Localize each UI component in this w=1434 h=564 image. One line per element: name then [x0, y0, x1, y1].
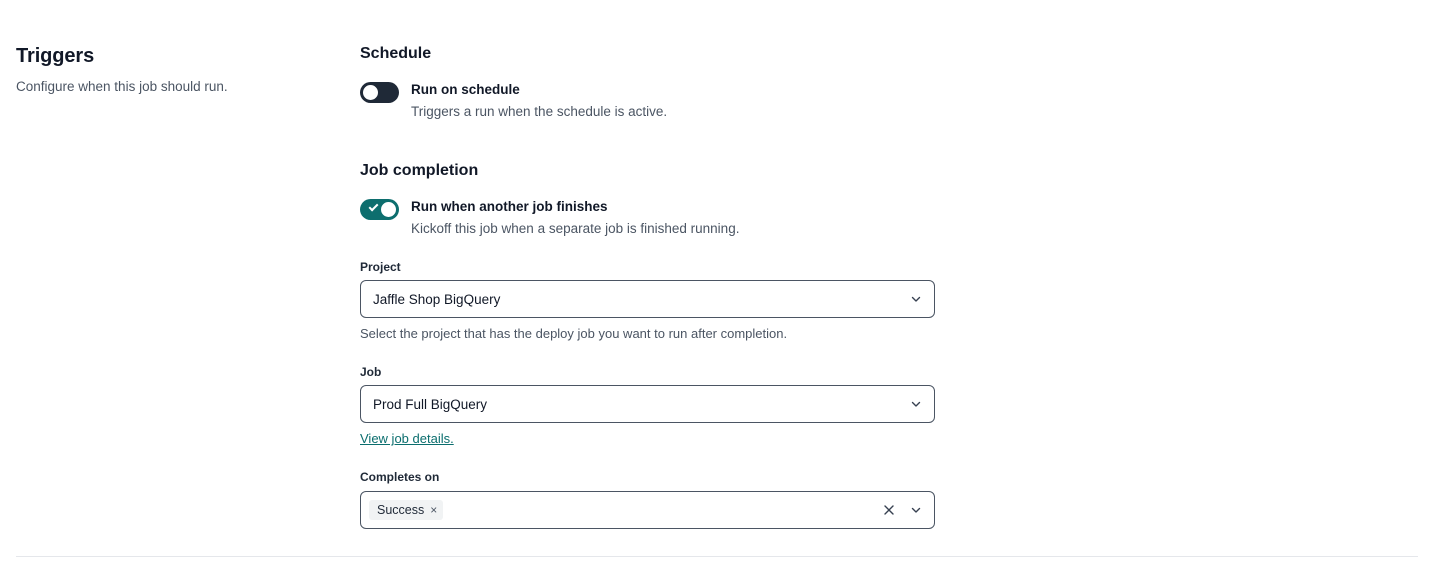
completes-on-tag-label: Success: [377, 502, 425, 517]
completes-on-tag[interactable]: [369, 500, 443, 520]
schedule-heading: Schedule: [360, 45, 432, 62]
run-when-another-job-finishes-help: Kickoff this job when a separate job is finished running.: [411, 221, 740, 237]
page-description: Configure when this job should run.: [16, 79, 228, 94]
triggers-section-header: [16, 44, 316, 97]
toggle-knob: [363, 85, 378, 100]
toggle-knob: [381, 202, 396, 217]
completes-on-multiselect[interactable]: [360, 491, 935, 529]
run-on-schedule-row: [360, 81, 1000, 121]
check-icon: [369, 201, 379, 211]
remove-tag-icon[interactable]: ×: [430, 502, 438, 517]
completes-on-label: Completes on: [360, 470, 440, 485]
job-field: [360, 365, 1000, 448]
project-selected-value: Jaffle Shop BigQuery: [373, 291, 501, 307]
run-on-schedule-label: Run on schedule: [411, 81, 520, 97]
project-select[interactable]: [360, 280, 935, 318]
run-on-schedule-help: Triggers a run when the schedule is active.: [411, 104, 668, 120]
project-field: [360, 260, 1000, 343]
view-job-details-link[interactable]: View job details.: [360, 431, 454, 447]
run-when-another-job-finishes-toggle[interactable]: [360, 199, 399, 220]
job-selected-value: Prod Full BigQuery: [373, 396, 488, 412]
project-help: Select the project that has the deploy job you want to run after completion.: [360, 326, 788, 342]
chevron-down-icon[interactable]: [910, 504, 922, 516]
job-label: Job: [360, 365, 382, 380]
run-when-another-job-finishes-row: [360, 198, 1000, 238]
job-completion-heading: Job completion: [360, 161, 479, 179]
run-on-schedule-toggle[interactable]: [360, 82, 399, 103]
page-title: Triggers: [16, 45, 95, 67]
chevron-down-icon: [910, 293, 922, 305]
section-divider: [16, 556, 1418, 557]
chevron-down-icon: [910, 398, 922, 410]
run-when-another-job-finishes-label: Run when another job finishes: [411, 198, 608, 214]
job-select[interactable]: [360, 385, 935, 423]
project-label: Project: [360, 259, 401, 274]
clear-selection-icon[interactable]: [882, 503, 896, 517]
triggers-form: [360, 44, 1000, 529]
completes-on-field: [360, 470, 1000, 528]
